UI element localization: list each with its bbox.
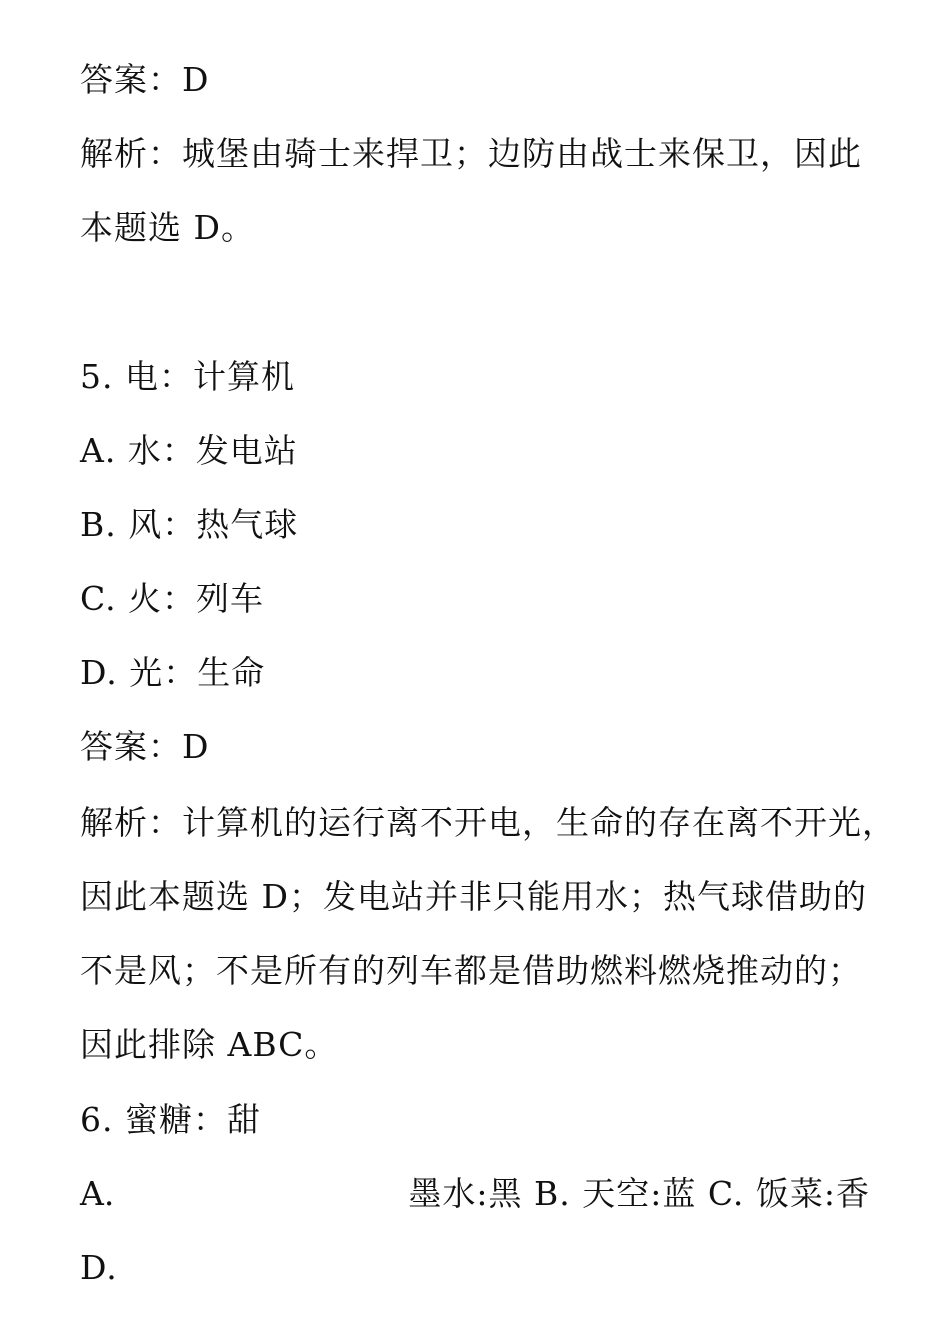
q5-stem: 5. 电：计算机 <box>80 357 295 396</box>
q5-option-a: A. 水：发电站 <box>80 431 298 470</box>
q6-options-inline: 墨水:黑 B. 天空:蓝 C. 饭菜:香 <box>408 1174 870 1213</box>
q5-analysis-line-4: 因此排除 ABC。 <box>80 1025 339 1064</box>
q4-analysis-line-2: 本题选 D。 <box>80 208 255 247</box>
q4-analysis-line-1: 解析：城堡由骑士来捍卫；边防由战士来保卫，因此 <box>80 134 862 173</box>
q5-option-d: D. 光：生命 <box>80 653 266 692</box>
q5-option-c: C. 火：列车 <box>80 579 265 618</box>
q5-answer: 答案：D <box>80 727 210 766</box>
q6-stem: 6. 蜜糖：甜 <box>80 1100 261 1139</box>
q6-options-row <box>80 1172 870 1216</box>
q4-answer: 答案：D <box>80 60 210 99</box>
q5-analysis-line-1: 解析：计算机的运行离不开电，生命的存在离不开光， <box>80 803 896 842</box>
q6-option-d-label: D. <box>80 1248 118 1287</box>
q5-option-b: B. 风：热气球 <box>80 505 299 544</box>
q6-option-a-label: A. <box>80 1174 115 1213</box>
q5-analysis-line-3: 不是风；不是所有的列车都是借助燃料燃烧推动的； <box>80 951 862 990</box>
q5-analysis-line-2: 因此本题选 D；发电站并非只能用水；热气球借助的 <box>80 877 867 916</box>
